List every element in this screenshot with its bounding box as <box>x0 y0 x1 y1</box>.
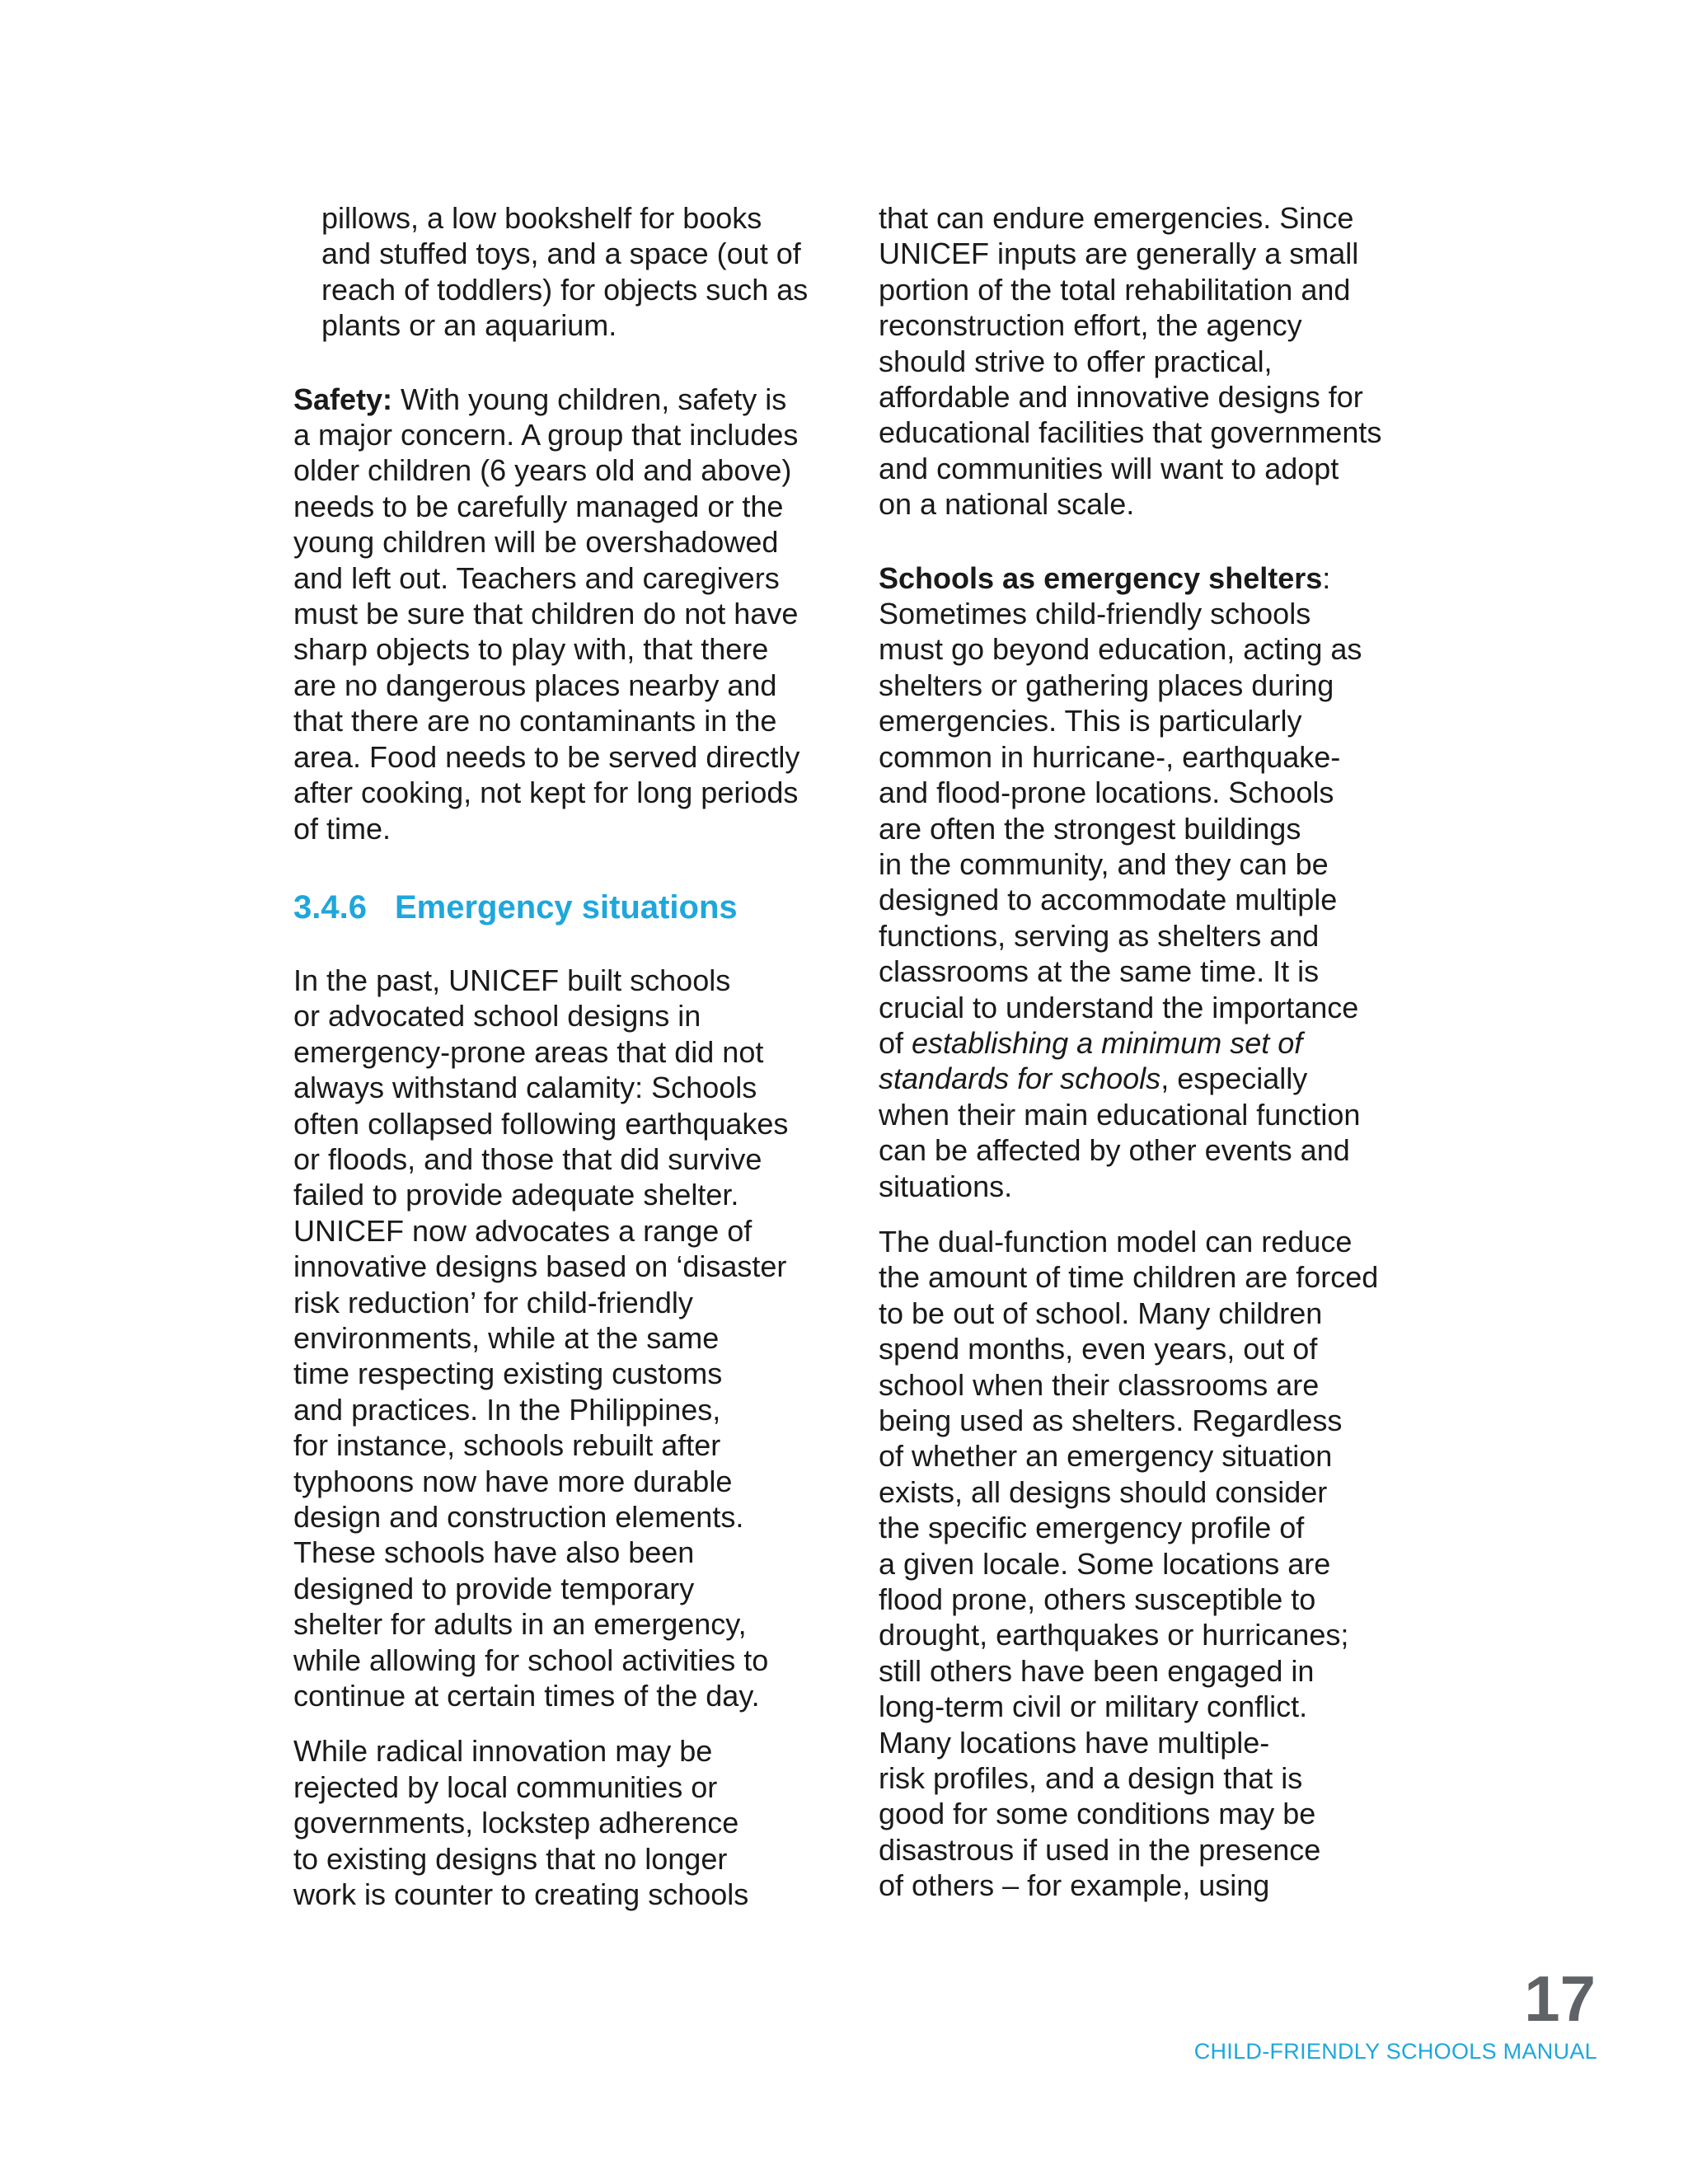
text-line: designed to provide temporary <box>293 1571 695 1605</box>
text-line: are often the strongest buildings <box>879 811 1301 846</box>
shelters-paragraph <box>879 560 1447 1204</box>
text-line: failed to provide adequate shelter. <box>293 1178 739 1212</box>
text-line: shelter for adults in an emergency, <box>293 1607 747 1642</box>
text-line: the specific emergency profile of <box>879 1511 1305 1545</box>
text-line: that can endure emergencies. Since <box>879 201 1354 235</box>
text-line: Sometimes child-friendly schools <box>879 597 1311 631</box>
text-line: must go beyond education, acting as <box>879 632 1362 667</box>
text-line: and stuffed toys, and a space (out of <box>321 237 801 271</box>
text-line: continue at certain times of the day. <box>293 1679 760 1713</box>
continuation-paragraph <box>879 200 1447 523</box>
text-line: time respecting existing customs <box>293 1357 723 1391</box>
text-line: young children will be overshadowed <box>293 525 779 560</box>
text-line: governments, lockstep adherence <box>293 1806 739 1840</box>
text-line: flood prone, others susceptible to <box>879 1582 1316 1617</box>
text-line: area. Food needs to be served directly <box>293 739 800 774</box>
text-line: The dual-function model can reduce <box>879 1224 1353 1258</box>
text-line: rejected by local communities or <box>293 1769 718 1804</box>
section-title: Emergency situations <box>394 888 738 926</box>
text-line: of establishing a minimum set of <box>879 1025 1303 1060</box>
text-line: long-term civil or military conflict. <box>879 1690 1308 1724</box>
text-line: emergency-prone areas that did not <box>293 1034 764 1069</box>
text-line: after cooking, not kept for long periods <box>293 776 799 810</box>
text-line: or advocated school designs in <box>293 999 701 1033</box>
text-line: reach of toddlers) for objects such as <box>321 272 809 307</box>
text-line: to be out of school. Many children <box>879 1296 1323 1330</box>
text-line: work is counter to creating schools <box>293 1877 749 1912</box>
emergency-paragraph-2 <box>293 1733 870 1912</box>
text-line: situations. <box>879 1169 1013 1203</box>
page-number: 17 <box>1524 1962 1596 2035</box>
text-line: spend months, even years, out of <box>879 1332 1318 1366</box>
text-line: good for some conditions may be <box>879 1797 1316 1831</box>
text-line: exists, all designs should consider <box>879 1474 1328 1509</box>
text-line: shelters or gathering places during <box>879 668 1334 702</box>
intro-paragraph <box>293 200 870 344</box>
text-line: drought, earthquakes or hurricanes; <box>879 1618 1349 1652</box>
text-line: educational facilities that governments <box>879 415 1382 450</box>
shelters-label: Schools as emergency shelters <box>879 560 1323 595</box>
text-line: and practices. In the Philippines, <box>293 1392 721 1427</box>
text-line: of time. <box>293 811 392 846</box>
text-line: design and construction elements. <box>293 1500 744 1534</box>
text-line: risk profiles, and a design that is <box>879 1761 1303 1796</box>
text-line: functions, serving as shelters and <box>879 918 1320 953</box>
text-line: and communities will want to adopt <box>879 451 1339 485</box>
text-line: on a national scale. <box>879 487 1135 522</box>
text-line: still others have been engaged in <box>879 1653 1315 1688</box>
text-line: the amount of time children are forced <box>879 1260 1379 1295</box>
text-line: of whether an emergency situation <box>879 1439 1333 1474</box>
text-line: a major concern. A group that includes <box>293 418 799 452</box>
text-line: often collapsed following earthquakes <box>293 1106 789 1141</box>
text-line: reconstruction effort, the agency <box>879 308 1302 343</box>
text-line: disastrous if used in the presence <box>879 1832 1321 1867</box>
text-line: designed to accommodate multiple <box>879 883 1338 917</box>
text-line: portion of the total rehabilitation and <box>879 272 1351 307</box>
text-line: to existing designs that no longer <box>293 1841 728 1876</box>
text-line: are no dangerous places nearby and <box>293 668 777 702</box>
text-line: innovative designs based on ‘disaster <box>293 1249 787 1284</box>
text-line: emergencies. This is particularly <box>879 704 1302 738</box>
text-line: Many locations have multiple- <box>879 1725 1270 1760</box>
text-line: risk reduction’ for child-friendly <box>293 1285 693 1319</box>
text-line: typhoons now have more durable <box>293 1464 733 1498</box>
text-line: These schools have also been <box>293 1535 695 1570</box>
text-line: school when their classrooms are <box>879 1367 1320 1402</box>
text-line: of others – for example, using <box>879 1868 1270 1903</box>
text-line: must be sure that children do not have <box>293 597 799 631</box>
text-line: and left out. Teachers and caregivers <box>293 560 780 595</box>
left-column <box>293 200 870 1912</box>
text-line: in the community, and they can be <box>879 846 1329 881</box>
emergency-paragraph-1 <box>293 963 870 1714</box>
text-line: a given locale. Some locations are <box>879 1546 1331 1581</box>
text-line: or floods, and those that did survive <box>293 1141 762 1176</box>
section-number: 3.4.6 <box>293 888 367 926</box>
text-line: Schools as emergency shelters: <box>879 560 1331 595</box>
safety-paragraph <box>293 382 870 846</box>
text-line: common in hurricane-, earthquake- <box>879 739 1341 774</box>
text-line: needs to be carefully managed or the <box>293 489 784 523</box>
text-line: Safety: With young children, safety is <box>293 382 787 416</box>
text-line: UNICEF inputs are generally a small <box>879 237 1359 271</box>
manual-title: CHILD-FRIENDLY SCHOOLS MANUAL <box>1193 2039 1597 2064</box>
section-heading <box>293 888 870 927</box>
text-line: always withstand calamity: Schools <box>293 1071 757 1105</box>
text-line: standards for schools, especially <box>879 1062 1308 1096</box>
text-line: while allowing for school activities to <box>293 1643 769 1677</box>
text-line: environments, while at the same <box>293 1320 720 1355</box>
text-line: can be affected by other events and <box>879 1133 1350 1168</box>
text-line: being used as shelters. Regardless <box>879 1404 1343 1437</box>
text-line: that there are no contaminants in the <box>293 704 777 738</box>
safety-label: Safety: <box>293 382 393 416</box>
text-line: and flood-prone locations. Schools <box>879 776 1334 810</box>
text-line: should strive to offer practical, <box>879 344 1273 378</box>
emphasis-text: establishing a minimum set of <box>912 1025 1303 1060</box>
text-line: crucial to understand the importance <box>879 990 1359 1024</box>
right-column <box>879 200 1447 1904</box>
text-line: affordable and innovative designs for <box>879 380 1363 415</box>
text-line: plants or an aquarium. <box>321 308 617 343</box>
emphasis-text: standards for schools <box>879 1062 1161 1096</box>
text-line: While radical innovation may be <box>293 1734 713 1769</box>
text-line: when their main educational function <box>879 1097 1361 1132</box>
text-line: older children (6 years old and above) <box>293 453 792 488</box>
dual-function-paragraph <box>879 1224 1447 1904</box>
text-line: sharp objects to play with, that there <box>293 632 769 667</box>
text-line: UNICEF now advocates a range of <box>293 1213 753 1248</box>
text-line: classrooms at the same time. It is <box>879 954 1320 989</box>
text-line: for instance, schools rebuilt after <box>293 1428 721 1463</box>
text-line: pillows, a low bookshelf for books <box>321 201 762 235</box>
text-line: In the past, UNICEF built schools <box>293 963 731 997</box>
